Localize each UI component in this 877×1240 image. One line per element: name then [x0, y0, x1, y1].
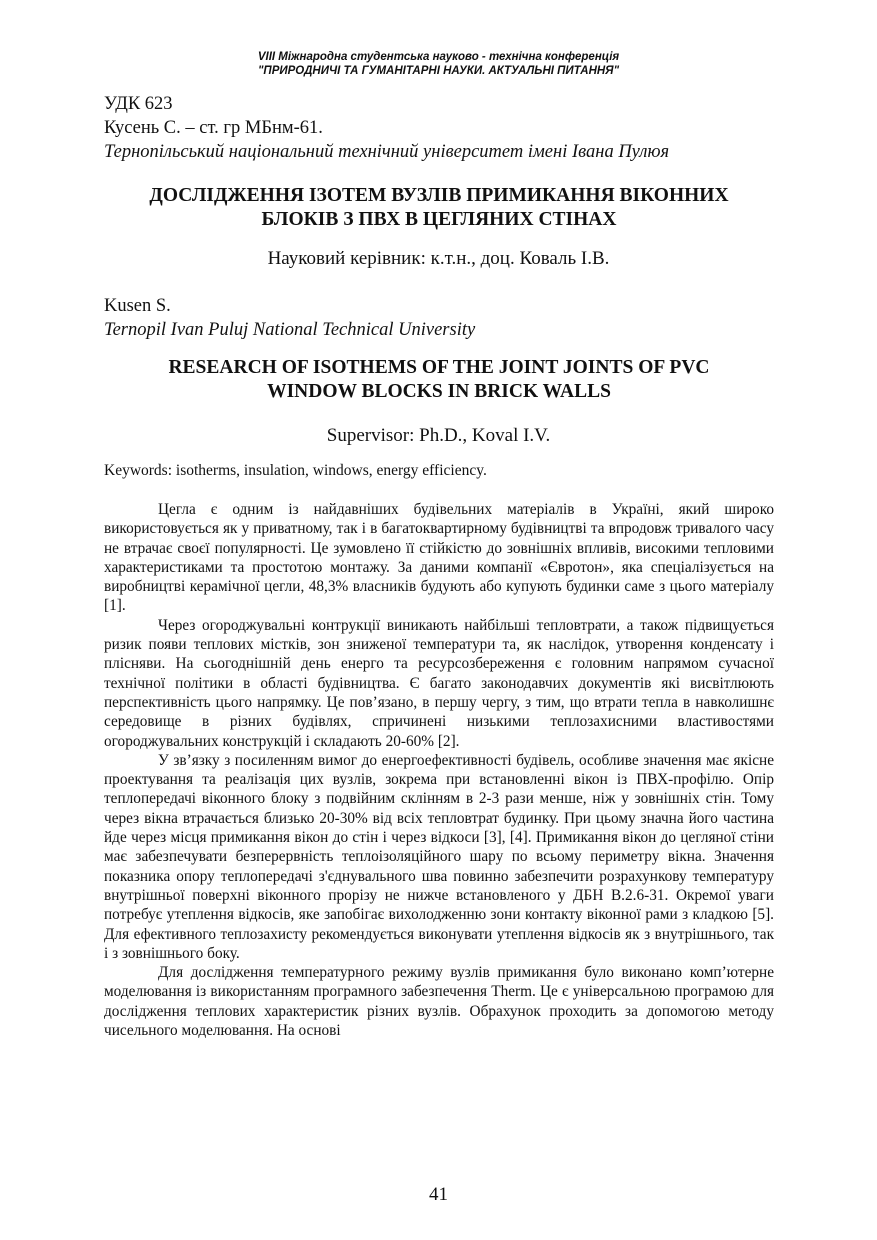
conference-header-line1: VIII Міжнародна студентська науково - технічна конференція — [257, 51, 620, 63]
title-ukr-line1: ДОСЛІДЖЕННЯ ІЗОТЕМ ВУЗЛІВ ПРИМИКАННЯ ВІКОННИХ — [149, 185, 729, 206]
affiliation-ukr: Тернопільський національний технічний університет імені Івана Пулюя — [104, 142, 670, 162]
conference-header — [0, 50, 877, 78]
page-number: 41 — [429, 1184, 448, 1205]
title-eng — [104, 356, 774, 404]
keywords: Keywords: isotherms, insulation, windows, energy efficiency. — [104, 462, 487, 479]
title-eng-line2: WINDOW BLOCKS IN BRICK WALLS — [267, 381, 611, 402]
eng-author-block — [104, 294, 774, 342]
paragraph-3: У зв’язку з посиленням вимог до енергоефективності будівель, особливе значення має якісне проектування та реалізація цих вузлів, зокрема при встановленні вікон із ПВХ-профілю. Опір теплопередачі віконного блоку з подвійним склінням в 2-3 рази менше, ніж у зовнішніх стін. Тому через вікна втрачається близько 20-30% від всіх тепловтрат будинку. При цьому значна його частина йде через місця примикання вікон до стін і через відкоси [3], [4]. Примикання вікон до цегляної стіни має забезпечувати безперервність теплоізоляційного шару по всьому периметру вікна. Значення показника опору теплопередачі з'єднувального шва повинно забезпечити розрахункову температуру внутрішньої поверхні віконного прорізу не нижче встановленого у ДБН В.2.6-31. Окремої уваги потребує утеплення відкосів, яке запобігає вихолодженню зони контакту віконної рами з кладкою [5]. Для ефективного теплозахисту рекомендується виконувати утеплення відкосів як з внутрішнього, так і з зовнішнього боку. — [104, 751, 774, 962]
title-ukr-line2: БЛОКІВ З ПВХ В ЦЕГЛЯНИХ СТІНАХ — [261, 209, 617, 230]
affiliation-eng: Ternopil Ivan Puluj National Technical University — [104, 320, 476, 340]
body-text — [104, 500, 774, 1040]
udk-code: УДК 623 — [104, 94, 173, 114]
title-ukr — [104, 184, 774, 232]
paragraph-1: Цегла є одним із найдавніших будівельних матеріалів в Україні, який широко використовується як у приватному, так і в багатоквартирному будівництві та впродовж тривалого часу не втрачає своєї популярності. Це зумовлено її стійкістю до зовнішніх впливів, високими тепловими характеристиками та простотою монтажу. За даними компанії «Євротон», яка спеціалізується на виробництві керамічної цегли, 48,3% власників будують або купують будинки саме з цього матеріалу [1]. — [104, 501, 774, 615]
title-eng-line1: RESEARCH OF ISOTHEMS OF THE JOINT JOINTS OF PVC — [168, 357, 710, 378]
paragraph-4: Для дослідження температурного режиму вузлів примикання було виконано комп’ютерне моделювання із використанням програмного забезпечення Therm. Це є універсальною програмою для дослідження теплових характеристик різних вузлів. Обрахунок проходить за допомогою методу чисельного моделювання. На основі — [104, 964, 774, 1040]
ukr-author-block — [104, 92, 774, 164]
conference-header-line2: "ПРИРОДНИЧІ ТА ГУМАНІТАРНІ НАУКИ. АКТУАЛЬНІ ПИТАННЯ" — [257, 65, 620, 77]
supervisor-eng: Supervisor: Ph.D., Koval I.V. — [326, 425, 551, 446]
author-eng: Kusen S. — [104, 296, 171, 316]
author-ukr: Кусень С. – ст. гр МБнм-61. — [104, 118, 323, 138]
supervisor-ukr: Науковий керівник: к.т.н., доц. Коваль І.В. — [267, 248, 610, 269]
paragraph-2: Через огороджувальні контрукції виникають найбільші тепловтрати, а також підвищується ризик появи теплових містків, зон зниженої температури та, як наслідок, утворення конденсату і плісняви. На сьогоднішній день енерго та ресурсозбереження є головним напрямом сучасної технічної політики в області будівництва. Є багато законодавчих документів які висвітлюють перспективність цього напрямку. Це пов’язано, в першу чергу, з тим, що втрати тепла в навколишнє середовище в різних будівлях, спричинені низькими теплозахисними властивостями огороджувальних конструкцій і складають 20-60% [2]. — [104, 616, 774, 750]
